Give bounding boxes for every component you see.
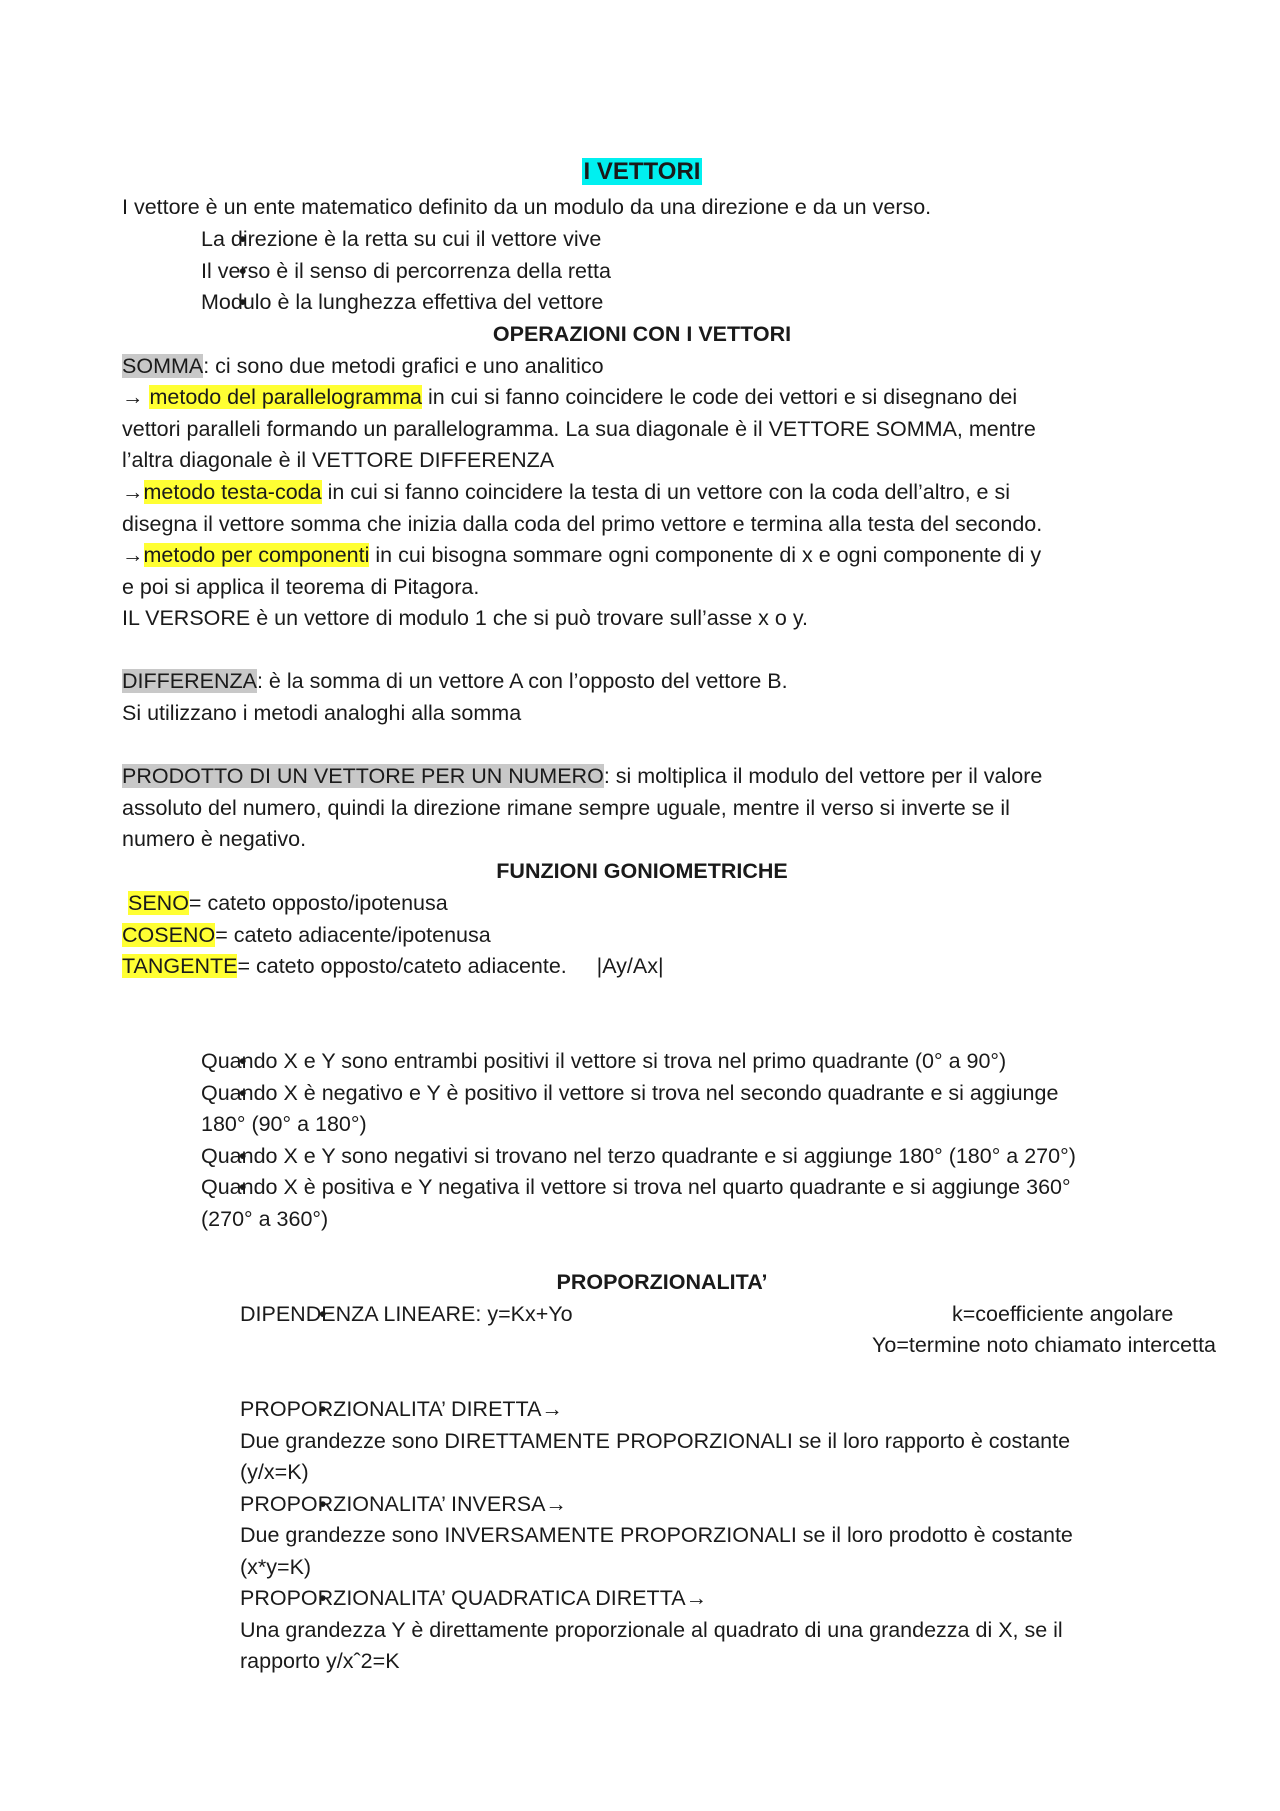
prodotto-paragraph — [122, 761, 1162, 856]
somma-text: : ci sono due metodi grafici e uno analitico — [203, 354, 604, 378]
differenza-label: DIFFERENZA — [122, 669, 257, 693]
arrow-icon: → — [122, 385, 150, 409]
quadrant-list — [122, 1046, 1241, 1235]
proportionality-list — [122, 1394, 1280, 1678]
gonio-text: = cateto opposto/ipotenusa — [188, 891, 448, 915]
gonio-text: = cateto adiacente/ipotenusa — [215, 922, 491, 947]
list-item: • Quando X è positiva e Y negativa il vettore si trova nel quarto quadrante e si aggiunge 360° (270° a 360°) — [201, 1172, 1241, 1235]
method-text: l’altra diagonale è il VETTORE DIFFERENZA — [122, 448, 555, 472]
list-item: • Il verso è il senso di percorrenza della retta — [201, 256, 1241, 288]
gonio-label: TANGENTE — [122, 954, 238, 978]
differenza-text: Si utilizzano i metodi analoghi alla somma — [122, 700, 522, 725]
list-item: • PROPORZIONALITA’ DIRETTA→ Due grandezze sono DIRETTAMENTE PROPORZIONALI se il loro rapporto è costante (y/x=K) — [240, 1394, 1280, 1489]
method-label: metodo per componenti — [143, 543, 370, 567]
intro-bullet-list — [122, 224, 1241, 319]
prodotto-text: : si moltiplica il modulo del vettore per il valore — [603, 764, 1043, 788]
linear-list — [122, 1299, 1280, 1357]
list-item: • Quando X e Y sono entrambi positivi il vettore si trova nel primo quadrante (0° a 90°) — [201, 1046, 1241, 1078]
versore-paragraph: IL VERSORE è un vettore di modulo 1 che si può trovare sull’asse x o y. — [122, 606, 808, 630]
intro-paragraph: I vettore è un ente matematico definito da un modulo da una direzione e da un verso. — [122, 195, 932, 219]
list-item: • PROPORZIONALITA’ QUADRATICA DIRETTA→ Una grandezza Y è direttamente proporzionale al quadrato di una grandezza di X, se il rapporto y/xˆ2=K — [240, 1583, 1280, 1678]
gonio-label: COSENO — [122, 922, 216, 947]
method-parallelogram — [122, 382, 1162, 477]
gonio-text: = cateto opposto/cateto adiacente. |Ay/Ax| — [237, 954, 664, 978]
method-text: in cui si fanno coincidere la testa di un vettore con la coda dell’altro, e si — [321, 480, 1010, 504]
list-item: • PROPORZIONALITA’ INVERSA→ Due grandezze sono INVERSAMENTE PROPORZIONALI se il loro prodotto è costante (x*y=K) — [240, 1489, 1280, 1584]
list-item: • Quando X e Y sono negativi si trovano nel terzo quadrante e si aggiunge 180° (180° a 270°) — [201, 1141, 1241, 1173]
operations-heading: OPERAZIONI CON I VETTORI — [492, 322, 792, 346]
somma-label: SOMMA — [122, 354, 204, 378]
method-label: metodo del parallelogramma — [149, 385, 422, 409]
title-block — [122, 156, 1162, 189]
method-head-tail — [122, 477, 1162, 540]
list-item: • Modulo è la lunghezza effettiva del vettore — [201, 287, 1241, 319]
somma-paragraph — [122, 351, 1162, 383]
gonio-list — [122, 888, 1162, 983]
list-item — [240, 1299, 1280, 1357]
list-item: • Quando X è negativo e Y è positivo il vettore si trova nel secondo quadrante e si aggiunge 180° (90° a 180°) — [201, 1078, 1241, 1141]
prodotto-text: assoluto del numero, quindi la direzione rimane sempre uguale, mentre il verso si inverte se il — [122, 795, 1010, 820]
linear-label: DIPENDENZA LINEARE: y=Kx+Yo — [240, 1302, 573, 1326]
arrow-icon: → — [122, 543, 144, 567]
method-text: e poi si applica il teorema di Pitagora. — [122, 574, 480, 599]
proportionality-heading: PROPORZIONALITA’ — [556, 1270, 768, 1294]
method-text: in cui bisogna sommare ogni componente di x e ogni componente di y — [369, 543, 1042, 567]
method-components — [122, 540, 1162, 603]
method-text: in cui si fanno coincidere le code dei vettori e si disegnano dei — [421, 385, 1018, 409]
page-title: I VETTORI — [583, 158, 701, 185]
differenza-paragraph — [122, 666, 1162, 729]
yo-note: Yo=termine noto chiamato intercetta — [872, 1333, 1217, 1357]
method-text: vettori paralleli formando un parallelogramma. La sua diagonale è il VETTORE SOMMA, mentre — [122, 416, 1036, 441]
prodotto-label: PRODOTTO DI UN VETTORE PER UN NUMERO — [122, 764, 604, 788]
method-label: metodo testa-coda — [143, 480, 322, 504]
gonio-heading: FUNZIONI GONIOMETRICHE — [496, 859, 788, 883]
prodotto-text: numero è negativo. — [122, 827, 307, 851]
method-text: disegna il vettore somma che inizia dalla coda del primo vettore e termina alla testa del secondo. — [122, 511, 1043, 536]
differenza-text: : è la somma di un vettore A con l’opposto del vettore B. — [256, 669, 788, 693]
arrow-icon: → — [122, 480, 144, 504]
k-note: k=coefficiente angolare — [952, 1302, 1174, 1326]
list-item: • La direzione è la retta su cui il vettore vive — [201, 224, 1241, 256]
gonio-label: SENO — [127, 891, 189, 915]
